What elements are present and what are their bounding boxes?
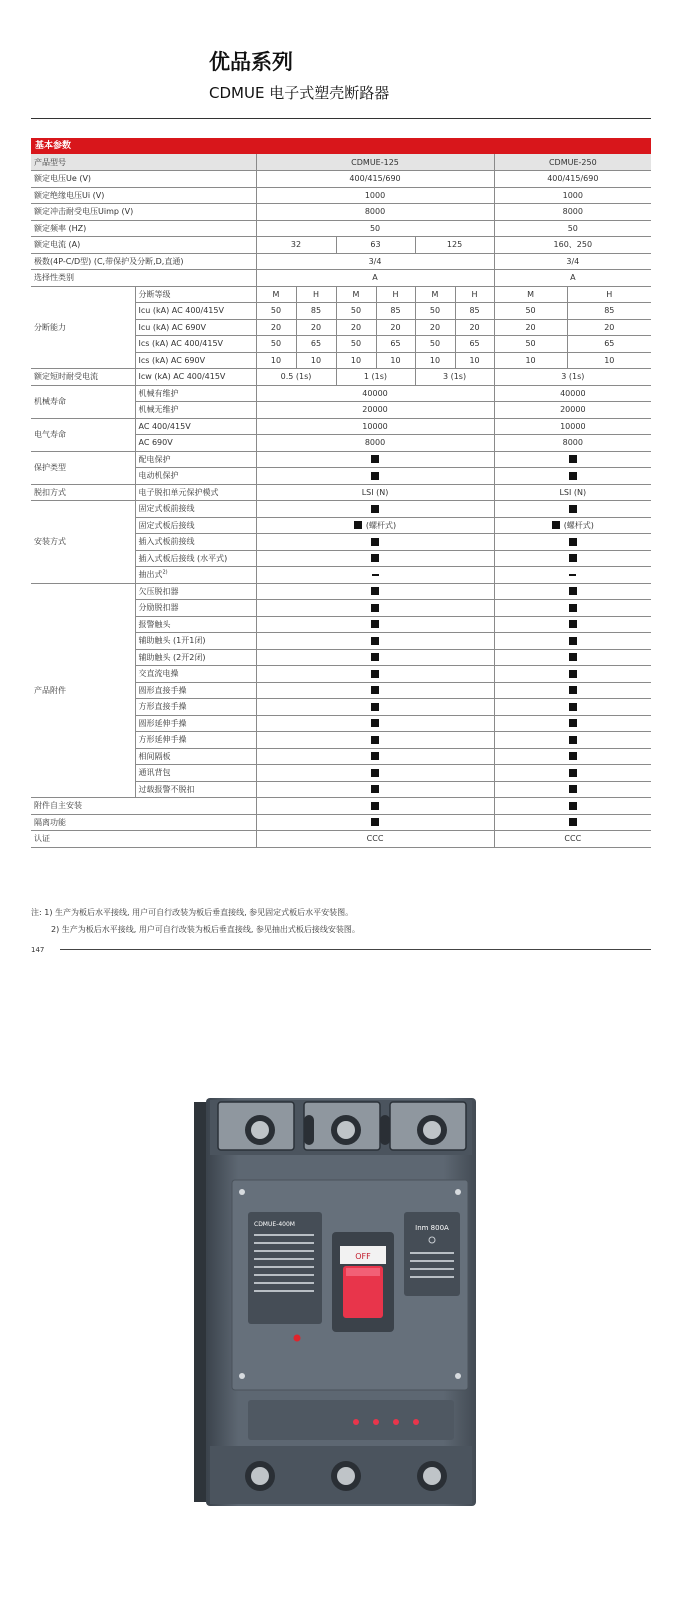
table-cell: 50: [336, 303, 376, 320]
protection-row: [31, 451, 651, 468]
selectivity-row: [31, 270, 651, 287]
table-row: [31, 171, 651, 188]
elec_life-row: [31, 418, 651, 435]
note-1: 注: 1) 生产为板后水平接线, 用户可自行改装为板后垂直接线, 参见固定式板后水平安装图。: [31, 908, 354, 917]
available-mark: [552, 521, 560, 529]
table-cell: [256, 732, 494, 749]
available-mark: [371, 472, 379, 480]
sub-label: 过载报警不脱扣: [135, 781, 256, 798]
series-title: 优品系列: [209, 50, 293, 74]
sub-label: [135, 501, 256, 518]
table-cell: 20: [336, 319, 376, 336]
row-label: 额定绝缘电压Ui (V): [31, 187, 256, 204]
header-divider: [31, 118, 651, 119]
isolation-row: [31, 814, 651, 831]
not-available-mark: [372, 574, 379, 576]
table-cell: [256, 600, 494, 617]
table-cell: 50: [415, 303, 455, 320]
row-label: 额定短时耐受电流: [31, 369, 135, 386]
table-cell: M: [336, 286, 376, 303]
table-cell: 85: [567, 303, 651, 320]
row-label: 隔离功能: [31, 814, 256, 831]
available-mark: [569, 620, 577, 628]
table-cell: 50: [256, 220, 494, 237]
available-mark: [371, 719, 379, 727]
sub-label-text: 插入式板前接线: [138, 537, 195, 547]
table-cell: 3/4: [494, 253, 651, 270]
available-mark: [371, 587, 379, 595]
table-cell: H: [376, 286, 415, 303]
table-cell: A: [256, 270, 494, 287]
table-cell: 63: [336, 237, 415, 254]
available-mark: [569, 653, 577, 661]
table-cell: 10: [336, 352, 376, 369]
sub-label: 电动机保护: [135, 468, 256, 485]
row-label: 额定电流 (A): [31, 237, 256, 254]
table-cell: [494, 501, 651, 518]
sub-label: 配电保护: [135, 451, 256, 468]
table-cell: [256, 616, 494, 633]
table-cell: 10: [415, 352, 455, 369]
table-cell: [494, 765, 651, 782]
available-mark: [371, 538, 379, 546]
footer-divider: [60, 949, 651, 950]
table-cell: 3/4: [256, 253, 494, 270]
available-mark: [569, 637, 577, 645]
available-mark: [569, 802, 577, 810]
sub-label: 辅助触头 (1开1闭): [135, 633, 256, 650]
row-label: 极数(4P-C/D型) (C,带保护及分断,D,直通): [31, 253, 256, 270]
available-mark: [569, 587, 577, 595]
table-cell: [256, 451, 494, 468]
available-mark: [371, 752, 379, 760]
sub-label: [135, 517, 256, 534]
table-cell: [494, 715, 651, 732]
table-row: [31, 220, 651, 237]
sub-label: 欠压脱扣器: [135, 583, 256, 600]
available-mark: [371, 686, 379, 694]
table-cell: 8000: [494, 435, 651, 452]
available-mark: [371, 604, 379, 612]
not-available-mark: [569, 574, 576, 576]
available-mark: [569, 670, 577, 678]
table-cell: 3 (1s): [494, 369, 651, 386]
sub-label: AC 690V: [135, 435, 256, 452]
table-cell: 65: [455, 336, 494, 353]
rated-current-row: [31, 237, 651, 254]
row-label: 认证: [31, 831, 256, 848]
table-cell: [494, 468, 651, 485]
sub-label-text: 固定式板前接线: [138, 504, 195, 514]
note-2: 2) 生产为板后水平接线, 用户可自行改装为板后垂直接线, 参见抽出式板后接线安装图。: [51, 925, 360, 934]
table-cell: [494, 814, 651, 831]
table-cell: 10: [376, 352, 415, 369]
table-cell: 400/415/690: [494, 171, 651, 188]
available-mark: [371, 653, 379, 661]
sub-label: 电子脱扣单元保护模式: [135, 484, 256, 501]
sub-label-text: 插入式板后接线 (水平式): [138, 553, 228, 563]
trip-unit: [248, 1400, 454, 1440]
sub-label: 分断等级: [135, 286, 256, 303]
table-cell: [494, 699, 651, 716]
table-cell: [256, 583, 494, 600]
table-cell: 1000: [494, 187, 651, 204]
table-cell: 50: [494, 220, 651, 237]
table-cell: [494, 633, 651, 650]
self_install-row: [31, 798, 651, 815]
breaker-photo: [160, 1080, 540, 1510]
table-cell: 85: [296, 303, 336, 320]
table-cell: 50: [256, 303, 296, 320]
table-cell: 1 (1s): [336, 369, 415, 386]
table-cell: LSI (N): [256, 484, 494, 501]
available-mark: [569, 538, 577, 546]
table-cell: [494, 567, 651, 584]
available-mark: [569, 455, 577, 463]
table-cell: [256, 715, 494, 732]
available-mark: [354, 521, 362, 529]
row-label: 额定电压Ue (V): [31, 171, 256, 188]
available-mark: [569, 686, 577, 694]
model-250: CDMUE-250: [494, 154, 651, 171]
sub-label: 辅助触头 (2开2闭): [135, 649, 256, 666]
row-label: 产品附件: [31, 583, 135, 798]
table-cell: 8000: [256, 435, 494, 452]
table-cell: 20: [296, 319, 336, 336]
row-label: 选择性类别: [31, 270, 256, 287]
page-number: 147: [31, 946, 45, 954]
sub-label: 圆形直接手操: [135, 682, 256, 699]
mark-note: (螺杆式): [563, 520, 594, 530]
sub-label: 交直流电操: [135, 666, 256, 683]
table-cell: 10: [494, 352, 567, 369]
sub-label: 分励脱扣器: [135, 600, 256, 617]
table-cell: [256, 699, 494, 716]
sub-label: Ics (kA) AC 400/415V: [135, 336, 256, 353]
table-cell: [494, 781, 651, 798]
table-cell: 8000: [494, 204, 651, 221]
table-cell: M: [415, 286, 455, 303]
table-cell: 20: [567, 319, 651, 336]
table-cell: 160、250: [494, 237, 651, 254]
table-cell: 50: [494, 336, 567, 353]
table-cell: 3 (1s): [415, 369, 494, 386]
row-label: 额定冲击耐受电压Uimp (V): [31, 204, 256, 221]
model-125: CDMUE-125: [256, 154, 494, 171]
available-mark: [569, 604, 577, 612]
available-mark: [569, 505, 577, 513]
table-cell: 20: [415, 319, 455, 336]
table-cell: [494, 732, 651, 749]
table-cell: 20: [494, 319, 567, 336]
table-cell: [256, 550, 494, 567]
table-cell: [256, 567, 494, 584]
table-cell: 20: [256, 319, 296, 336]
table-cell: 125: [415, 237, 494, 254]
table-cell: 10000: [256, 418, 494, 435]
model-label: CDMUE-400M: [254, 1221, 295, 1228]
sub-label: Icw (kA) AC 400/415V: [135, 369, 256, 386]
table-cell: 85: [376, 303, 415, 320]
available-mark: [569, 472, 577, 480]
sub-label: AC 400/415V: [135, 418, 256, 435]
table-cell: [256, 765, 494, 782]
table-cell: 20000: [494, 402, 651, 419]
sub-label: 方形直接手操: [135, 699, 256, 716]
available-mark: [371, 769, 379, 777]
table-cell: [494, 451, 651, 468]
sub-label-text: 抽出式: [138, 570, 163, 580]
table-cell: 65: [296, 336, 336, 353]
table-cell: 400/415/690: [256, 171, 494, 188]
breaking-level-row: [31, 286, 651, 303]
sub-label: [135, 534, 256, 551]
row-label: 电气寿命: [31, 418, 135, 451]
available-mark: [371, 703, 379, 711]
sub-label: Icu (kA) AC 690V: [135, 319, 256, 336]
table-cell: 32: [256, 237, 336, 254]
table-cell: 50: [256, 336, 296, 353]
sub-label: Icu (kA) AC 400/415V: [135, 303, 256, 320]
table-cell: 0.5 (1s): [256, 369, 336, 386]
table-cell: 40000: [494, 385, 651, 402]
model-row: [31, 154, 651, 171]
available-mark: [371, 505, 379, 513]
table-cell: [256, 534, 494, 551]
rating-label: Inm 800A: [415, 1224, 449, 1232]
table-cell: 20: [376, 319, 415, 336]
table-cell: 10: [455, 352, 494, 369]
available-mark: [371, 802, 379, 810]
sub-label: 机械有维护: [135, 385, 256, 402]
row-label: 机械寿命: [31, 385, 135, 418]
cert-row: [31, 831, 651, 848]
install-row: [31, 501, 651, 518]
row-label: 产品型号: [31, 154, 256, 171]
spec-table: [31, 154, 651, 848]
footnote-ref: 2): [162, 569, 168, 576]
release-row: [31, 484, 651, 501]
sub-label: Ics (kA) AC 690V: [135, 352, 256, 369]
table-row: [31, 204, 651, 221]
sub-label: 机械无维护: [135, 402, 256, 419]
row-label: 额定频率 (HZ): [31, 220, 256, 237]
table-cell: 20: [455, 319, 494, 336]
table-cell: 50: [336, 336, 376, 353]
table-cell: [256, 633, 494, 650]
available-mark: [569, 719, 577, 727]
available-mark: [569, 785, 577, 793]
table-row: [31, 187, 651, 204]
row-label: 保护类型: [31, 451, 135, 484]
available-mark: [371, 736, 379, 744]
available-mark: [569, 769, 577, 777]
table-cell: H: [296, 286, 336, 303]
row-label: 附件自主安装: [31, 798, 256, 815]
table-cell: [494, 798, 651, 815]
section-header: 基本参数: [31, 138, 651, 154]
row-label: 安装方式: [31, 501, 135, 584]
table-cell: 10: [296, 352, 336, 369]
table-cell: H: [567, 286, 651, 303]
table-cell: M: [494, 286, 567, 303]
table-cell: [494, 666, 651, 683]
table-cell: 50: [415, 336, 455, 353]
table-cell: [494, 682, 651, 699]
available-mark: [569, 736, 577, 744]
table-cell: [256, 666, 494, 683]
available-mark: [371, 620, 379, 628]
table-cell: [256, 517, 494, 534]
sub-label: 报警触头: [135, 616, 256, 633]
available-mark: [569, 554, 577, 562]
table-cell: A: [494, 270, 651, 287]
accessory-row: [31, 583, 651, 600]
available-mark: [371, 455, 379, 463]
table-cell: 50: [494, 303, 567, 320]
table-cell: [256, 798, 494, 815]
product-subtitle: CDMUE 电子式塑壳断路器: [209, 84, 390, 102]
table-cell: [494, 583, 651, 600]
table-cell: 1000: [256, 187, 494, 204]
table-cell: [494, 534, 651, 551]
sub-label: [135, 550, 256, 567]
table-cell: [494, 600, 651, 617]
table-cell: 85: [455, 303, 494, 320]
sub-label: 相间隔板: [135, 748, 256, 765]
indicator-light: [294, 1335, 301, 1342]
table-cell: M: [256, 286, 296, 303]
table-cell: [256, 468, 494, 485]
table-cell: [256, 814, 494, 831]
table-cell: [256, 781, 494, 798]
table-cell: [256, 748, 494, 765]
table-cell: [494, 616, 651, 633]
table-cell: 20000: [256, 402, 494, 419]
row-label: 脱扣方式: [31, 484, 135, 501]
table-cell: 10: [256, 352, 296, 369]
available-mark: [569, 752, 577, 760]
table-cell: LSI (N): [494, 484, 651, 501]
table-cell: [494, 517, 651, 534]
sub-label: [135, 567, 256, 584]
table-cell: [256, 501, 494, 518]
available-mark: [569, 818, 577, 826]
table-cell: 65: [567, 336, 651, 353]
table-cell: [256, 649, 494, 666]
sub-label: 方形延伸手操: [135, 732, 256, 749]
table-cell: 65: [376, 336, 415, 353]
available-mark: [569, 703, 577, 711]
table-cell: 8000: [256, 204, 494, 221]
row-label: 分断能力: [31, 286, 135, 369]
available-mark: [371, 554, 379, 562]
table-cell: 10: [567, 352, 651, 369]
mark-note: (螺杆式): [365, 520, 397, 530]
sub-label: 通讯背包: [135, 765, 256, 782]
table-cell: [256, 682, 494, 699]
sub-label-text: 固定式板后接线: [138, 520, 195, 530]
table-cell: [494, 748, 651, 765]
poles-row: [31, 253, 651, 270]
table-cell: CCC: [494, 831, 651, 848]
table-cell: 40000: [256, 385, 494, 402]
mech_life-row: [31, 385, 651, 402]
available-mark: [371, 785, 379, 793]
short-time-row: [31, 369, 651, 386]
table-cell: CCC: [256, 831, 494, 848]
sub-label: 圆形延伸手操: [135, 715, 256, 732]
available-mark: [371, 637, 379, 645]
table-cell: 10000: [494, 418, 651, 435]
table-cell: [494, 649, 651, 666]
available-mark: [371, 818, 379, 826]
available-mark: [371, 670, 379, 678]
table-cell: [494, 550, 651, 567]
off-text: OFF: [355, 1252, 371, 1261]
table-cell: H: [455, 286, 494, 303]
